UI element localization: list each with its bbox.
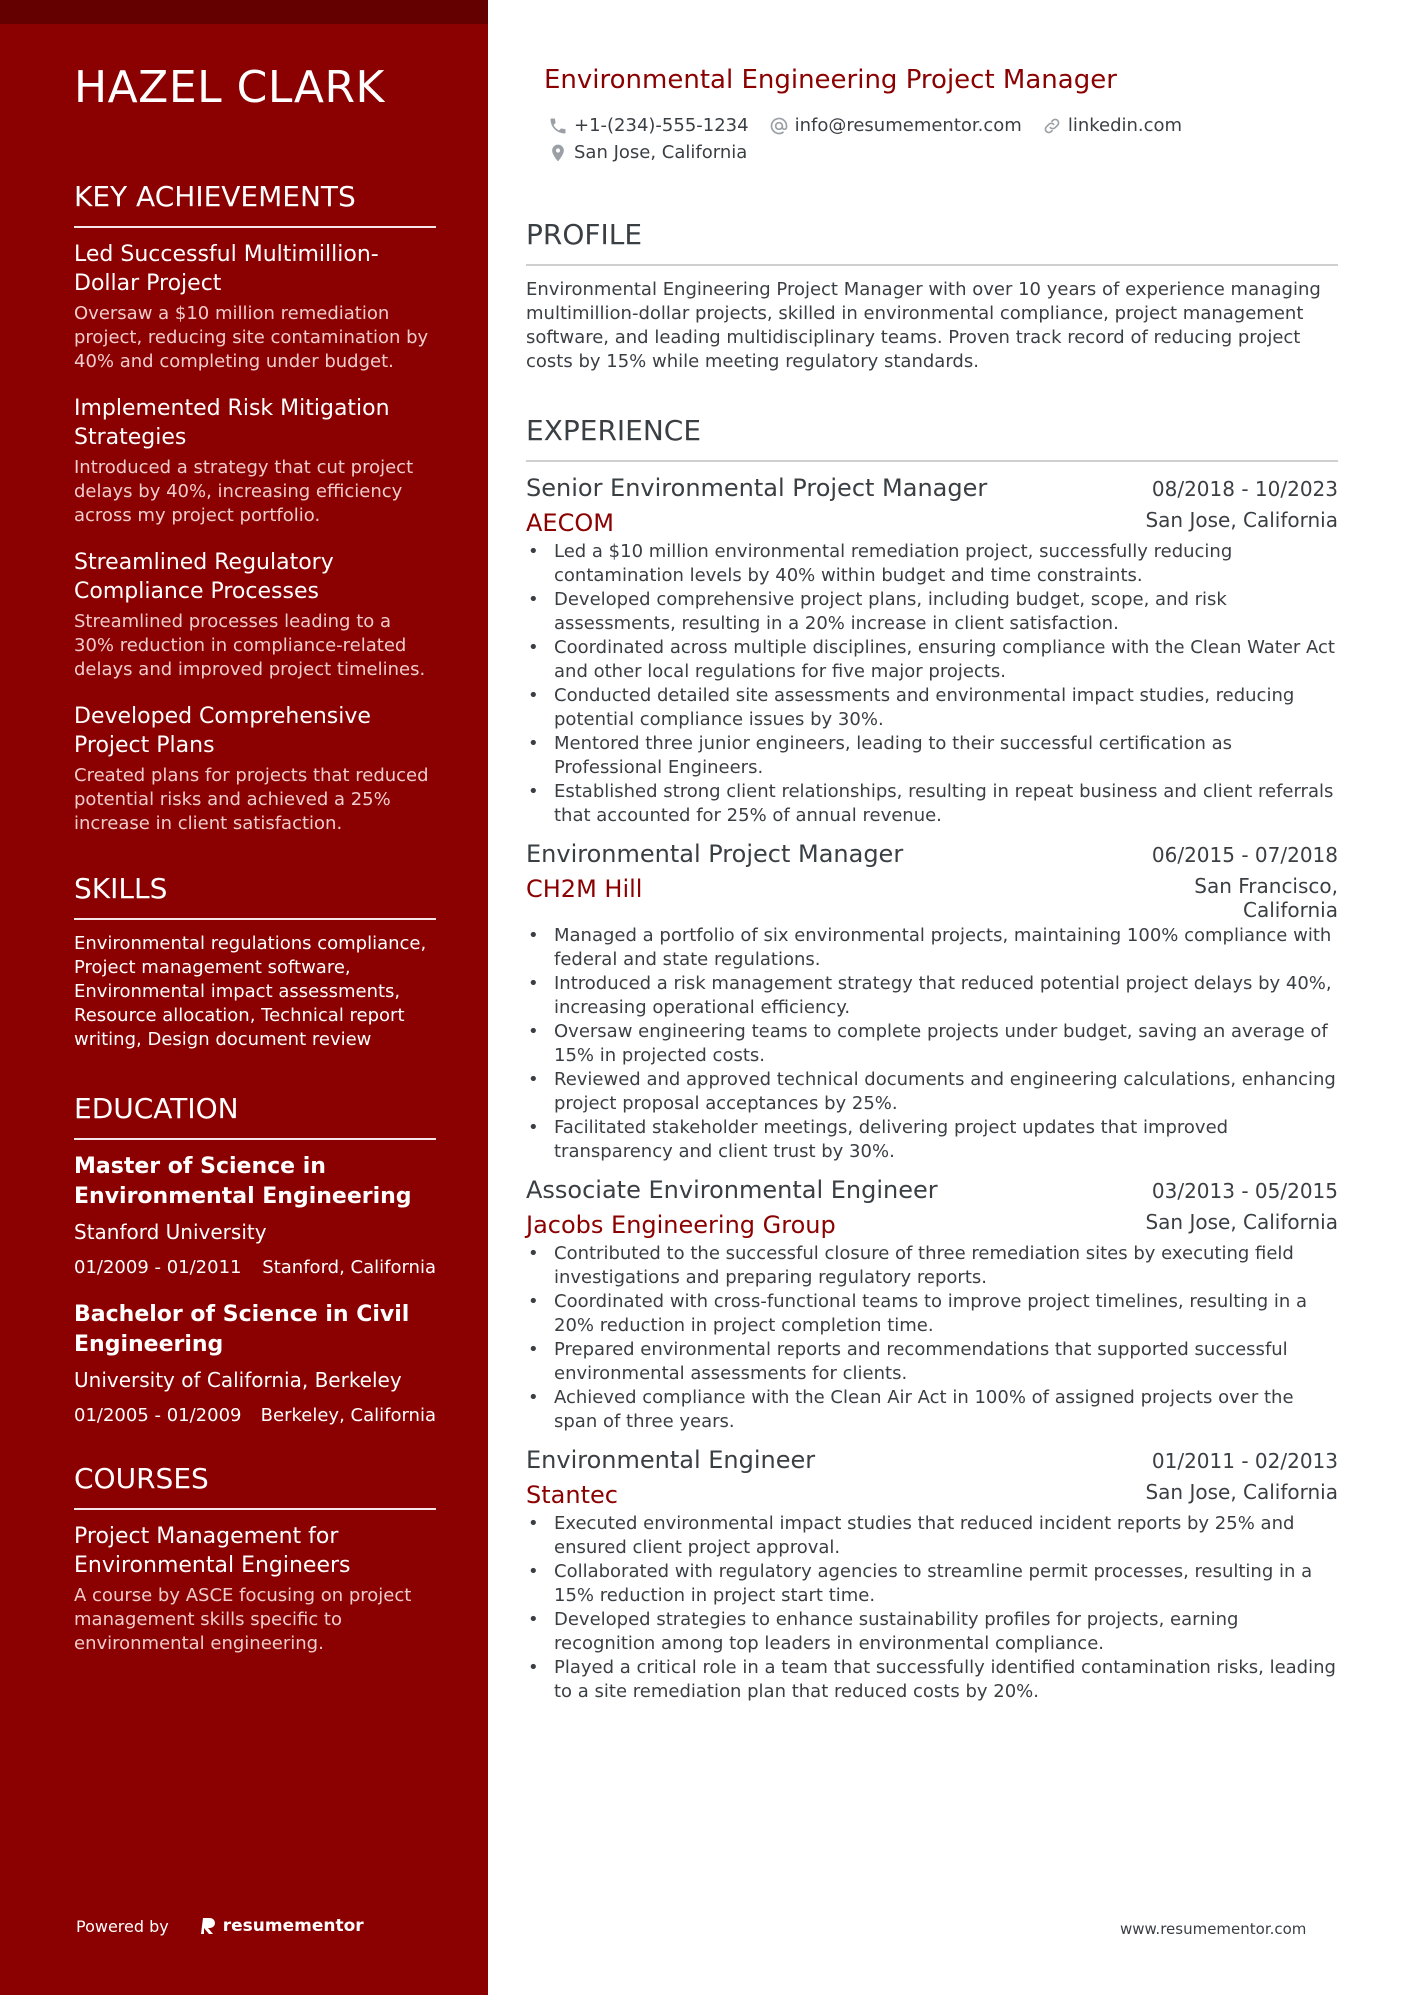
job-bullet: • Executed environmental impact studies that reduced incident reports by 25% and ensured client project approval. <box>526 1512 1338 1560</box>
job-location: San Francisco, California <box>1194 874 1338 922</box>
achievement-item <box>74 548 436 682</box>
resumementor-logo-icon <box>201 1916 217 1936</box>
sidebar-top-bar <box>0 0 488 24</box>
course-desc: A course by ASCE focusing on project management skills specific to environmental engineering. <box>74 1585 412 1654</box>
job-role: Senior Environmental Project Manager <box>526 474 988 502</box>
contact-location <box>548 140 747 166</box>
job-bullet: • Reviewed and approved technical documents and engineering calculations, enhancing project proposal acceptances by 25%. <box>526 1068 1338 1116</box>
job-dates: 06/2015 - 07/2018 <box>1151 843 1338 867</box>
job-bullets <box>526 924 1338 1164</box>
powered-by-label: Powered by <box>76 1916 169 1936</box>
contact-info <box>548 112 1202 166</box>
job-company: CH2M Hill <box>526 875 643 903</box>
brand-logo[interactable] <box>201 1916 364 1936</box>
job-location: San Jose, California <box>1145 508 1338 532</box>
job-company: Jacobs Engineering Group <box>526 1211 836 1239</box>
phone-icon <box>548 116 568 136</box>
job-bullet: • Achieved compliance with the Clean Air Act in 100% of assigned projects over the span of three years. <box>526 1386 1338 1434</box>
experience-section <box>526 414 1338 1704</box>
link-icon <box>1042 116 1062 136</box>
education-degree: Bachelor of Science in Civil Engineering <box>74 1302 410 1357</box>
education-degree: Master of Science in Environmental Engineering <box>74 1154 412 1209</box>
experience-heading: EXPERIENCE <box>526 414 1338 462</box>
at-icon <box>769 116 789 136</box>
education-dates: 01/2005 - 01/2009 <box>74 1405 242 1426</box>
location-pin-icon <box>548 143 568 163</box>
job-role: Associate Environmental Engineer <box>526 1176 938 1204</box>
courses-heading: COURSES <box>74 1462 436 1510</box>
education-location: Berkeley, California <box>260 1405 436 1426</box>
achievement-item <box>74 702 436 836</box>
contact-email[interactable] <box>769 113 1022 139</box>
job-company: Stantec <box>526 1481 618 1509</box>
profile-summary: Environmental Engineering Project Manager with over 10 years of experience managing multimillion-dollar projects, skilled in environmental compliance, project management software, and leading multidisciplinary teams. Proven track record of reducing project costs by 15% while meeting regulatory standards. <box>526 279 1321 372</box>
education-location: Stanford, California <box>262 1257 436 1278</box>
job-bullet: • Mentored three junior engineers, leading to their successful certification as Professional Engineers. <box>526 732 1338 780</box>
job-dates: 08/2018 - 10/2023 <box>1151 477 1338 501</box>
job-bullet: • Developed strategies to enhance sustainability profiles for projects, earning recognition among top leaders in environmental compliance. <box>526 1608 1338 1656</box>
powered-by <box>76 1916 364 1936</box>
education-school: Stanford University <box>74 1220 267 1244</box>
achievements-section <box>74 180 436 836</box>
job-bullet: • Established strong client relationships, resulting in repeat business and client referrals that accounted for 25% of annual revenue. <box>526 780 1338 828</box>
job-location: San Jose, California <box>1145 1210 1338 1234</box>
job-bullet: • Oversaw engineering teams to complete projects under budget, saving an average of 15% in projected costs. <box>526 1020 1338 1068</box>
job-bullet: • Introduced a risk management strategy that reduced potential project delays by 40%, increasing operational efficiency. <box>526 972 1338 1020</box>
achievement-desc: Streamlined processes leading to a 30% reduction in compliance-related delays and improved project timelines. <box>74 611 426 680</box>
linkedin-text: linkedin.com <box>1067 114 1183 136</box>
course-item <box>74 1522 436 1656</box>
job-bullet: • Contributed to the successful closure of three remediation sites by executing field investigations and preparing regulatory reports. <box>526 1242 1338 1290</box>
job-role: Environmental Engineer <box>526 1446 816 1474</box>
job-bullets <box>526 540 1338 828</box>
achievement-desc: Oversaw a $10 million remediation project, reducing site contamination by 40% and completing under budget. <box>74 303 429 372</box>
phone-text: +1-(234)-555-1234 <box>574 114 749 136</box>
job-bullet: • Coordinated with cross-functional teams to improve project timelines, resulting in a 20% reduction in project completion time. <box>526 1290 1338 1338</box>
education-item <box>74 1300 436 1428</box>
job-bullets <box>526 1242 1338 1434</box>
job-bullet: • Managed a portfolio of six environmental projects, maintaining 100% compliance with federal and state regulations. <box>526 924 1338 972</box>
achievement-title: Developed Comprehensive Project Plans <box>74 704 371 758</box>
profile-section <box>526 218 1338 374</box>
achievement-item <box>74 240 436 374</box>
skills-section <box>74 872 436 1052</box>
profile-heading: PROFILE <box>526 218 1338 266</box>
job-bullet: • Led a $10 million environmental remediation project, successfully reducing contamination levels by 40% within budget and time constraints. <box>526 540 1338 588</box>
job-bullet: • Prepared environmental reports and recommendations that supported successful environmental assessments for clients. <box>526 1338 1338 1386</box>
contact-phone[interactable] <box>548 113 749 139</box>
achievement-title: Led Successful Multimillion-Dollar Project <box>74 242 379 296</box>
job-bullet: • Developed comprehensive project plans, including budget, scope, and risk assessments, resulting in a 20% increase in client satisfaction. <box>526 588 1338 636</box>
job-bullets <box>526 1512 1338 1704</box>
footer-url[interactable]: www.resumementor.com <box>1120 1920 1307 1938</box>
email-text: info@resumementor.com <box>794 114 1022 136</box>
achievement-title: Implemented Risk Mitigation Strategies <box>74 396 390 450</box>
job-location: San Jose, California <box>1145 1480 1338 1504</box>
job-bullet: • Conducted detailed site assessments and environmental impact studies, reducing potential compliance issues by 30%. <box>526 684 1338 732</box>
brand-name: resumementor <box>222 1916 364 1936</box>
job-bullet: • Coordinated across multiple disciplines, ensuring compliance with the Clean Water Act and other local regulations for five major projects. <box>526 636 1338 684</box>
achievement-item <box>74 394 436 528</box>
education-section <box>74 1092 436 1428</box>
job-bullet: • Facilitated stakeholder meetings, delivering project updates that improved transparency and client trust by 30%. <box>526 1116 1338 1164</box>
headline-title: Environmental Engineering Project Manager <box>544 65 1117 95</box>
achievements-heading: KEY ACHIEVEMENTS <box>74 180 436 228</box>
job-bullet: • Played a critical role in a team that successfully identified contamination risks, leading to a site remediation plan that reduced costs by 20%. <box>526 1656 1338 1704</box>
course-title: Project Management for Environmental Engineers <box>74 1524 351 1578</box>
achievement-title: Streamlined Regulatory Compliance Processes <box>74 550 334 604</box>
job-role: Environmental Project Manager <box>526 840 904 868</box>
job-entry <box>526 1444 1338 1704</box>
education-item <box>74 1152 436 1280</box>
education-school: University of California, Berkeley <box>74 1368 402 1392</box>
job-bullet: • Collaborated with regulatory agencies to streamline permit processes, resulting in a 15% reduction in project start time. <box>526 1560 1338 1608</box>
job-company: AECOM <box>526 509 614 537</box>
sidebar <box>0 0 488 1995</box>
education-heading: EDUCATION <box>74 1092 436 1140</box>
skills-heading: SKILLS <box>74 872 436 920</box>
location-text: San Jose, California <box>574 141 748 163</box>
job-entry <box>526 838 1338 1164</box>
skills-list: Environmental regulations compliance, Project management software, Environmental impact assessments, Resource allocation, Technical report writing, Design document review <box>74 933 427 1050</box>
candidate-name: HAZEL CLARK <box>74 62 385 113</box>
achievement-desc: Introduced a strategy that cut project delays by 40%, increasing efficiency across my project portfolio. <box>74 457 414 526</box>
job-dates: 01/2011 - 02/2013 <box>1151 1449 1338 1473</box>
job-dates: 03/2013 - 05/2015 <box>1151 1179 1338 1203</box>
contact-linkedin[interactable] <box>1042 113 1182 139</box>
job-entry <box>526 1174 1338 1434</box>
education-dates: 01/2009 - 01/2011 <box>74 1257 242 1278</box>
courses-section <box>74 1462 436 1656</box>
job-entry <box>526 472 1338 828</box>
achievement-desc: Created plans for projects that reduced potential risks and achieved a 25% increase in client satisfaction. <box>74 765 429 834</box>
